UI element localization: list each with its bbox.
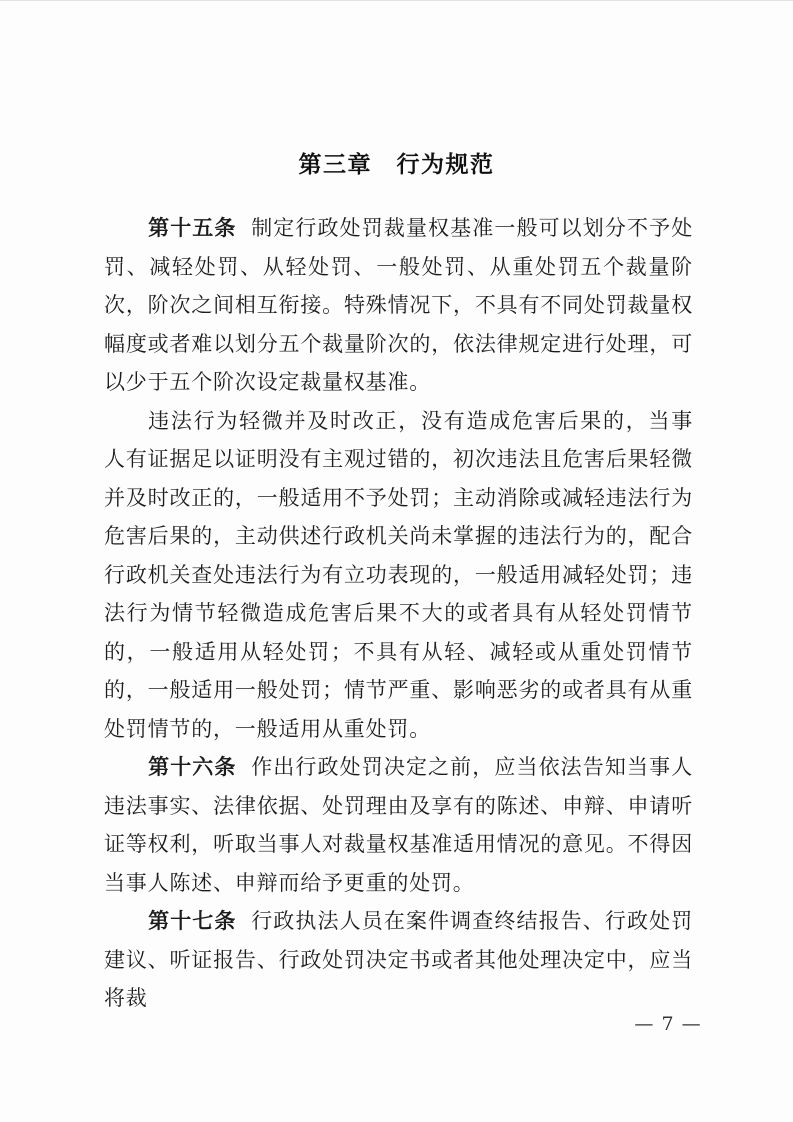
chapter-title: 第三章 行为规范 xyxy=(298,152,495,178)
document-body xyxy=(104,209,693,1018)
article-16-paragraph xyxy=(104,748,693,902)
article-17-text: 行政执法人员在案件调查终结报告、行政处罚建议、听证报告、行政处罚决定书或者其他处理决定中，应当将裁 xyxy=(104,909,693,1010)
article-15-paragraph-1 xyxy=(104,209,693,402)
article-15-text: 制定行政处罚裁量权基准一般可以划分不予处罚、减轻处罚、从轻处罚、一般处罚、从重处罚五个裁量阶次，阶次之间相互衔接。特殊情况下，不具有不同处罚裁量权幅度或者难以划分五个裁量阶次的，依法律规定进行处理，可以少于五个阶次设定裁量权基准。 xyxy=(104,216,693,394)
article-17-paragraph xyxy=(104,902,693,1018)
article-15-number: 第十五条 xyxy=(148,215,237,240)
article-15-paragraph-2 xyxy=(104,402,693,749)
article-16-number: 第十六条 xyxy=(148,754,237,779)
article-17-number: 第十七条 xyxy=(148,908,237,933)
article-16-text: 作出行政处罚决定之前，应当依法告知当事人违法事实、法律依据、处罚理由及享有的陈述、申辩、申请听证等权利，听取当事人对裁量权基准适用情况的意见。不得因当事人陈述、申辩而给予更重的处罚。 xyxy=(104,755,693,895)
article-15-continued-text: 违法行为轻微并及时改正，没有造成危害后果的，当事人有证据足以证明没有主观过错的，初次违法且危害后果轻微并及时改正的，一般适用不予处罚；主动消除或减轻违法行为危害后果的，主动供述行政机关尚未掌握的违法行为的，配合行政机关查处违法行为有立功表现的，一般适用减轻处罚；违法行为情节轻微造成危害后果不大的或者具有从轻处罚情节的，一般适用从轻处罚；不具有从轻、减轻或从重处罚情节的，一般适用一般处罚；情节严重、影响恶劣的或者具有从重处罚情节的，一般适用从重处罚。 xyxy=(104,408,693,741)
page-number: — 7 — xyxy=(634,1013,702,1035)
